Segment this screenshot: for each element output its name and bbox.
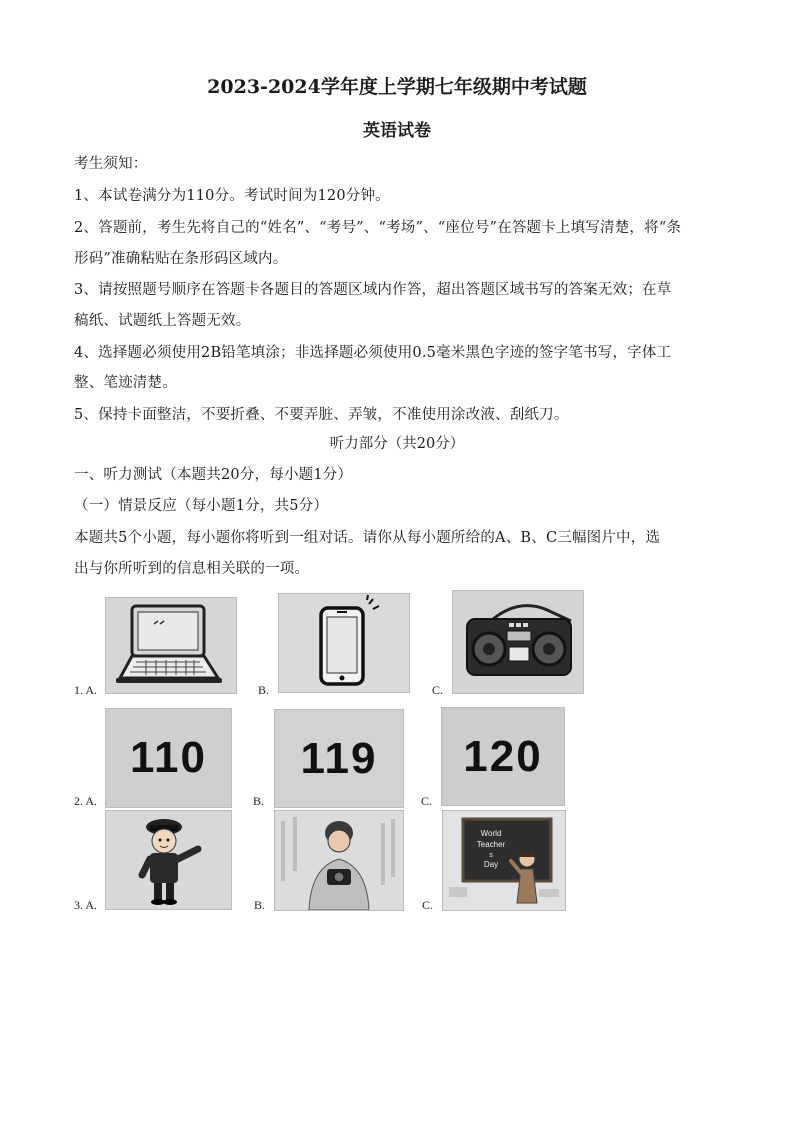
listening-instruction: 本题共5个小题，每小题你将听到一组对话。请你从每小题所给的A、B、C三幅图片中，选 — [74, 530, 661, 546]
notice-line: 5、保持卡面整洁，不要折叠、不要弄脏、弄皱，不准使用涂改液、刮纸刀。 — [74, 407, 569, 423]
q1-option-a-label: 1. A. — [74, 683, 98, 697]
notice-line: 整、笔迹清楚。 — [74, 375, 177, 391]
blackboard-text: World — [480, 829, 502, 838]
q3-option-b-label: B. — [254, 898, 266, 912]
listening-instruction: 出与你所听到的信息相关联的一项。 — [74, 561, 310, 577]
q2-option-b-label: B. — [253, 794, 265, 808]
q3-option-b-image[interactable] — [274, 810, 404, 911]
exam-title: 2023-2024学年度上学期七年级期中考试题 — [207, 76, 587, 98]
q2-option-c-label: C. — [421, 794, 433, 808]
radio-icon — [453, 591, 583, 693]
q3-option-c-label: C. — [422, 898, 434, 912]
q3-option-a-image[interactable] — [105, 810, 232, 910]
q3-option-c-image[interactable] — [442, 810, 566, 911]
blackboard-text: s — [489, 852, 493, 859]
q3-option-a-label: 3. A. — [74, 898, 98, 912]
notice-line: 形码”准确粘贴在条形码区域内。 — [74, 251, 288, 267]
notice-line: 3、请按照题号顺序在答题卡各题目的答题区域内作答，超出答题区域书写的答案无效；在草 — [74, 282, 672, 298]
exam-subtitle: 英语试卷 — [363, 121, 431, 141]
listening-part-title: 听力部分（共20分） — [329, 436, 465, 452]
q1-option-c-label: C. — [432, 683, 444, 697]
notice-line: 1、本试卷满分为110分。考试时间为120分钟。 — [74, 188, 390, 204]
q1-option-b-image[interactable] — [278, 593, 410, 693]
blackboard-text: Day — [483, 860, 499, 869]
listening-section-title: 一、听力测试（本题共20分，每小题1分） — [74, 467, 353, 483]
q1-option-c-image[interactable] — [452, 590, 584, 694]
q2-number-c: 120 — [463, 731, 543, 781]
q2-number-a: 110 — [130, 733, 207, 782]
photographer-icon — [275, 811, 403, 910]
notice-line: 4、选择题必须使用2B铅笔填涂；非选择题必须使用0.5毫米黑色字迹的签字笔书写，字体工 — [74, 345, 672, 361]
laptop-icon — [106, 598, 236, 693]
teacher-icon — [443, 811, 565, 910]
q2-option-a-image[interactable] — [105, 708, 232, 808]
notice-line: 稿纸、试题纸上答题无效。 — [74, 313, 251, 329]
q2-number-b: 119 — [300, 733, 378, 783]
q2-option-a-label: 2. A. — [74, 794, 98, 808]
q1-option-b-label: B. — [258, 683, 270, 697]
notice-line: 2、答题前，考生先将自己的“姓名”、“考号”、“考场”、“座位号”在答题卡上填写清楚，将“条 — [74, 220, 682, 236]
blackboard-text: Teacher — [476, 840, 506, 849]
smartphone-icon — [279, 594, 409, 692]
police-officer-icon — [106, 811, 231, 909]
q2-option-c-image[interactable] — [441, 707, 565, 806]
q2-option-b-image[interactable] — [274, 709, 404, 808]
listening-subsection-title: （一）情景反应（每小题1分，共5分） — [74, 498, 329, 514]
q1-option-a-image[interactable] — [105, 597, 237, 694]
notice-heading: 考生须知： — [74, 156, 148, 172]
